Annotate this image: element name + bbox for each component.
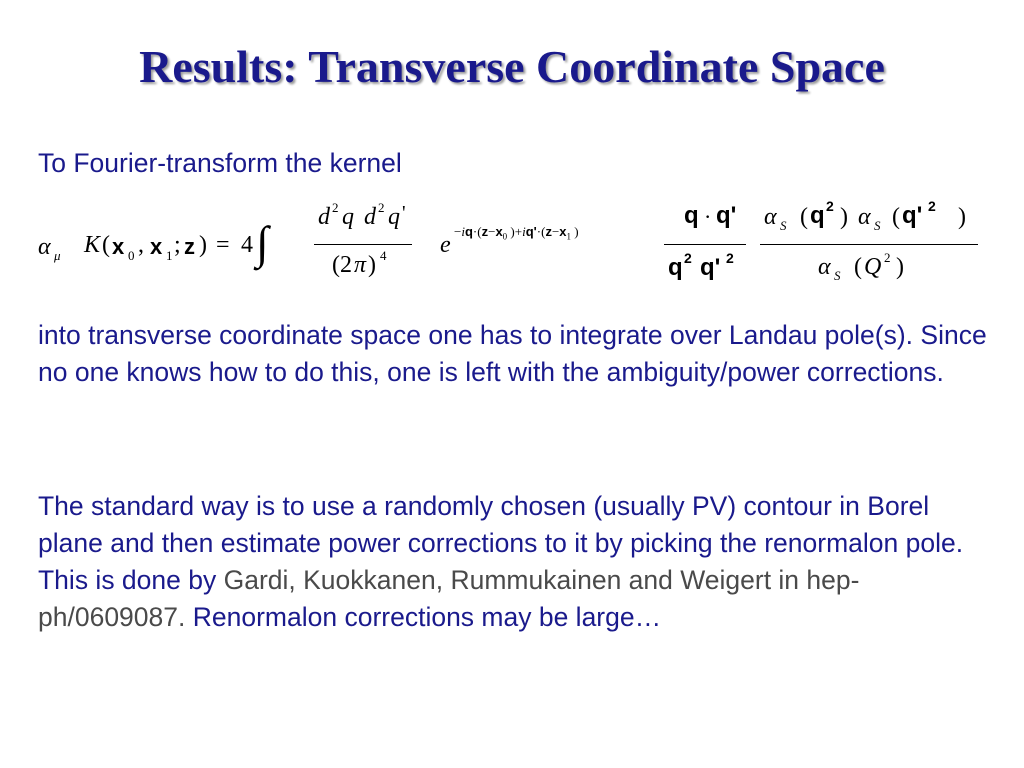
paragraph-standard-way [38,488,998,636]
reference-citation: Gardi, Kuokkanen, Rummukainen and Weigert in hep-ph/0609087. [38,565,860,632]
paragraph-conclusion: Renormalon corrections may be large… [185,602,662,632]
slide-title: Results: Transverse Coordinate Space [139,41,885,92]
paragraph-landau-pole: into transverse coordinate space one has to integrate over Landau pole(s). Since no one knows how to do this, one is left with the ambiguity/power corrections. [38,320,987,387]
kernel-equation: α μ K ( x 0 , x 1 ; z ) = 4 ∫ d 2 q d 2 q ' (2 π ) 4 e $-iq\cdot(z-x_0$ )$+iq'\cdot(z-x_1$ ) q · q' q 2 q' 2 α S ( q 2 ) α S ( q' 2 ) α S ( Q 2 ) [36,198,986,298]
intro-text: To Fourier-transform the kernel [38,148,402,178]
paragraph-main-text: The standard way is to use a randomly chosen (usually PV) contour in Borel plane and then estimate power corrections to it by picking the renormalon pole. This is done by [38,491,964,595]
